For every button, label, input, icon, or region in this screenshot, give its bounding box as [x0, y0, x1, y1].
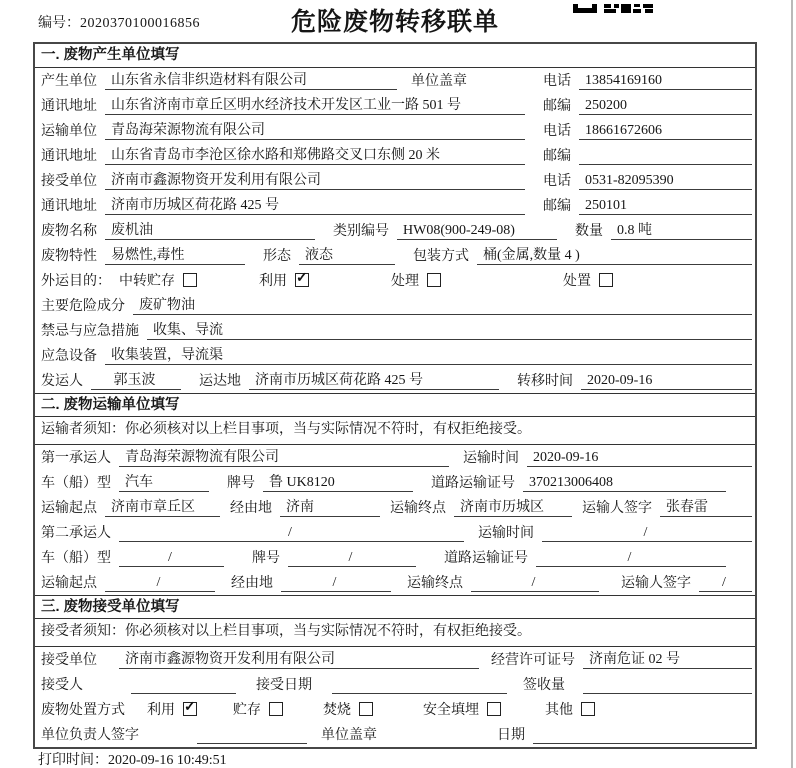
waste-code-value: HW08(900-249-08) [397, 223, 557, 240]
vehicle2-type-value: / [119, 550, 224, 567]
waste-traits-value: 易燃性,毒性 [105, 244, 245, 265]
page-title: 危险废物转移联单 [290, 8, 499, 36]
section3-notice: 接受者须知：你必须核对以上栏目事项，当与实际情况不符时，有权拒绝接受。 [35, 619, 755, 647]
route1-via-label: 经由地 [230, 501, 272, 516]
transporter-row [35, 118, 755, 143]
carrier2-row [35, 520, 755, 545]
producer-phone-label: 电话 [543, 74, 571, 89]
checkbox-icon [183, 273, 197, 287]
signed-qty-label: 签收量 [523, 678, 565, 693]
producer-address-value: 山东省济南市章丘区明水经济技术开发区工业一路 501 号 [105, 94, 525, 115]
producer-phone-value: 13854169160 [579, 73, 752, 90]
route2-via-value: / [281, 575, 391, 592]
vehicle2-row [35, 545, 755, 570]
accept-date-value [332, 693, 507, 694]
receiver-address-value: 济南市历城区荷花路 425 号 [105, 194, 525, 215]
route2-end-label: 运输终点 [407, 576, 463, 591]
waste-name-row [35, 218, 755, 243]
equipment-value: 收集装置，导流渠 [105, 344, 752, 365]
vehicle1-license-value: 370213006408 [523, 475, 726, 492]
hazard-row [35, 293, 755, 318]
disposal-option-utilize [147, 699, 197, 719]
route2-via-label: 经由地 [231, 576, 273, 591]
producer-address-label: 通讯地址 [41, 99, 97, 114]
unit-seal-label: 单位盖章 [321, 728, 377, 743]
receiver-address-row [35, 193, 755, 218]
transporter-phone-value: 18661672606 [579, 123, 752, 140]
transporter-address-label: 通讯地址 [41, 149, 97, 164]
acceptance-row [35, 672, 755, 697]
transporter-value: 青岛海荣源物流有限公司 [105, 119, 525, 140]
vehicle1-row [35, 470, 755, 495]
carrier1-row [35, 445, 755, 470]
serial-number: 2020370100016856 [80, 16, 200, 31]
checkbox-label: 焚烧 [323, 703, 351, 718]
precaution-value: 收集、导流 [147, 319, 752, 340]
producer-address-row [35, 93, 755, 118]
hazard-value: 废矿物油 [133, 294, 752, 315]
producer-row [35, 68, 755, 93]
checkbox-icon [599, 273, 613, 287]
route1-sign-value: 张春雷 [660, 496, 752, 517]
carrier1-time-value: 2020-09-16 [527, 450, 752, 467]
waste-traits-label: 废物特性 [41, 249, 97, 264]
qr-code-partial-icon [573, 0, 653, 18]
disposal-option-other [545, 699, 595, 719]
route2-start-label: 运输起点 [41, 576, 97, 591]
purpose-option-utilize [259, 270, 309, 290]
purpose-option-transfer-storage [119, 270, 197, 290]
carrier2-value: / [119, 525, 464, 542]
carrier2-time-label: 运输时间 [478, 526, 534, 541]
waste-name-value: 废机油 [105, 219, 315, 240]
license-number-label: 经营许可证号 [491, 653, 575, 668]
print-time-line [38, 749, 227, 768]
checkbox-label: 利用 [147, 703, 175, 718]
route2-sign-value: / [699, 575, 752, 592]
producer-zip-label: 邮编 [543, 99, 571, 114]
route2-sign-label: 运输人签字 [621, 576, 691, 591]
receiver-zip-label: 邮编 [543, 199, 571, 214]
route1-row [35, 495, 755, 520]
destination-value: 济南市历城区荷花路 425 号 [249, 369, 499, 390]
precaution-row [35, 318, 755, 343]
carrier1-time-label: 运输时间 [463, 451, 519, 466]
route1-start-value: 济南市章丘区 [105, 496, 220, 517]
purpose-row [35, 268, 755, 293]
dispatcher-value: 郭玉波 [91, 369, 181, 390]
checkbox-label: 安全填埋 [423, 703, 479, 718]
vehicle2-license-label: 道路运输证号 [444, 551, 528, 566]
date-label: 日期 [497, 728, 525, 743]
transporter-phone-label: 电话 [543, 124, 571, 139]
receiver-phone-label: 电话 [543, 174, 571, 189]
checkbox-label: 处理 [391, 274, 419, 289]
checkbox-label: 处置 [563, 274, 591, 289]
disposal-option-incinerate [323, 699, 373, 719]
vehicle1-type-label: 车（船）型 [41, 476, 111, 491]
dispatcher-label: 发运人 [41, 374, 83, 389]
accept-date-label: 接受日期 [256, 678, 312, 693]
license-number-value: 济南危证 02 号 [583, 648, 752, 669]
checkbox-icon [487, 702, 501, 716]
responsible-sign-value [197, 743, 307, 744]
route1-start-label: 运输起点 [41, 501, 97, 516]
checkbox-label: 其他 [545, 703, 573, 718]
section2-notice: 运输者须知：你必须核对以上栏目事项，当与实际情况不符时，有权拒绝接受。 [35, 417, 755, 445]
route2-end-value: / [471, 575, 599, 592]
section2-heading: 二. 废物运输单位填写 [35, 393, 755, 417]
vehicle2-plate-label: 牌号 [252, 551, 280, 566]
accept-person-label: 接受人 [41, 678, 83, 693]
receiver-phone-value: 0531-82095390 [579, 173, 752, 190]
signed-qty-value [583, 693, 752, 694]
vehicle2-plate-value: / [288, 550, 416, 567]
route1-sign-label: 运输人签字 [582, 501, 652, 516]
waste-qty-value: 0.8 吨 [611, 219, 752, 240]
print-time-label: 打印时间： [38, 753, 108, 768]
receiver-row [35, 168, 755, 193]
vehicle1-plate-label: 牌号 [227, 476, 255, 491]
checkbox-label: 利用 [259, 274, 287, 289]
vehicle1-plate-value: 鲁 UK8120 [263, 471, 413, 492]
receiver-label: 接受单位 [41, 174, 97, 189]
checkbox-icon [295, 273, 309, 287]
checkbox-icon [269, 702, 283, 716]
producer-zip-value: 250200 [579, 98, 752, 115]
accept-unit-label: 接受单位 [41, 653, 97, 668]
transporter-zip-value [579, 164, 752, 165]
page-edge-line [791, 0, 793, 768]
print-time-value: 2020-09-16 10:49:51 [108, 753, 227, 768]
carrier2-time-value: / [542, 525, 752, 542]
accept-unit-value: 济南市鑫源物资开发利用有限公司 [119, 648, 479, 669]
purpose-label: 外运目的： [41, 274, 111, 289]
checkbox-icon [183, 702, 197, 716]
route1-end-label: 运输终点 [390, 501, 446, 516]
checkbox-icon [359, 702, 373, 716]
signoff-row [35, 722, 755, 747]
waste-form-value: 液态 [299, 244, 395, 265]
waste-pack-label: 包装方式 [413, 249, 469, 264]
receiver-value: 济南市鑫源物资开发利用有限公司 [105, 169, 525, 190]
serial-label: 编号： [38, 16, 80, 31]
date-value [533, 743, 752, 744]
waste-traits-row [35, 243, 755, 268]
manifest-form [33, 42, 757, 749]
waste-form-label: 形态 [263, 249, 291, 264]
waste-qty-label: 数量 [575, 224, 603, 239]
producer-label: 产生单位 [41, 74, 97, 89]
waste-code-label: 类别编号 [333, 224, 389, 239]
precaution-label: 禁忌与应急措施 [41, 324, 139, 339]
vehicle2-license-value: / [536, 550, 726, 567]
section1-heading: 一. 废物产生单位填写 [35, 44, 755, 68]
carrier1-label: 第一承运人 [41, 451, 111, 466]
route1-via-value: 济南 [280, 496, 380, 517]
transporter-address-value: 山东省青岛市李沧区徐水路和郑佛路交叉口东侧 20 米 [105, 144, 525, 165]
transporter-zip-label: 邮编 [543, 149, 571, 164]
route2-row [35, 570, 755, 595]
equipment-label: 应急设备 [41, 349, 97, 364]
disposal-label: 废物处置方式 [41, 703, 125, 718]
checkbox-label: 贮存 [233, 703, 261, 718]
disposal-option-landfill [423, 699, 501, 719]
disposal-row [35, 697, 755, 722]
waste-name-label: 废物名称 [41, 224, 97, 239]
vehicle1-type-value: 汽车 [119, 471, 209, 492]
checkbox-icon [427, 273, 441, 287]
waste-pack-value: 桶(金属,数量 4 ) [477, 244, 752, 265]
checkbox-icon [581, 702, 595, 716]
section3-heading: 三. 废物接受单位填写 [35, 595, 755, 619]
carrier1-value: 青岛海荣源物流有限公司 [119, 446, 449, 467]
producer-value: 山东省永信非织造材料有限公司 [105, 69, 397, 90]
route1-end-value: 济南市历城区 [454, 496, 572, 517]
vehicle2-type-label: 车（船）型 [41, 551, 111, 566]
transporter-label: 运输单位 [41, 124, 97, 139]
producer-seal-label: 单位盖章 [411, 74, 467, 89]
accept-person-value [131, 693, 236, 694]
transfer-time-value: 2020-09-16 [581, 373, 752, 390]
receiver-address-label: 通讯地址 [41, 199, 97, 214]
purpose-option-dispose [563, 270, 613, 290]
vehicle1-license-label: 道路运输证号 [431, 476, 515, 491]
transporter-address-row [35, 143, 755, 168]
carrier2-label: 第二承运人 [41, 526, 111, 541]
checkbox-label: 中转贮存 [119, 274, 175, 289]
transfer-time-label: 转移时间 [517, 374, 573, 389]
hazard-label: 主要危险成分 [41, 299, 125, 314]
accept-unit-row [35, 647, 755, 672]
route2-start-value: / [105, 575, 215, 592]
dispatch-row [35, 368, 755, 393]
receiver-zip-value: 250101 [579, 198, 752, 215]
destination-label: 运达地 [199, 374, 241, 389]
purpose-option-treat [391, 270, 441, 290]
responsible-sign-label: 单位负责人签字 [41, 728, 139, 743]
disposal-option-storage [233, 699, 283, 719]
equipment-row [35, 343, 755, 368]
